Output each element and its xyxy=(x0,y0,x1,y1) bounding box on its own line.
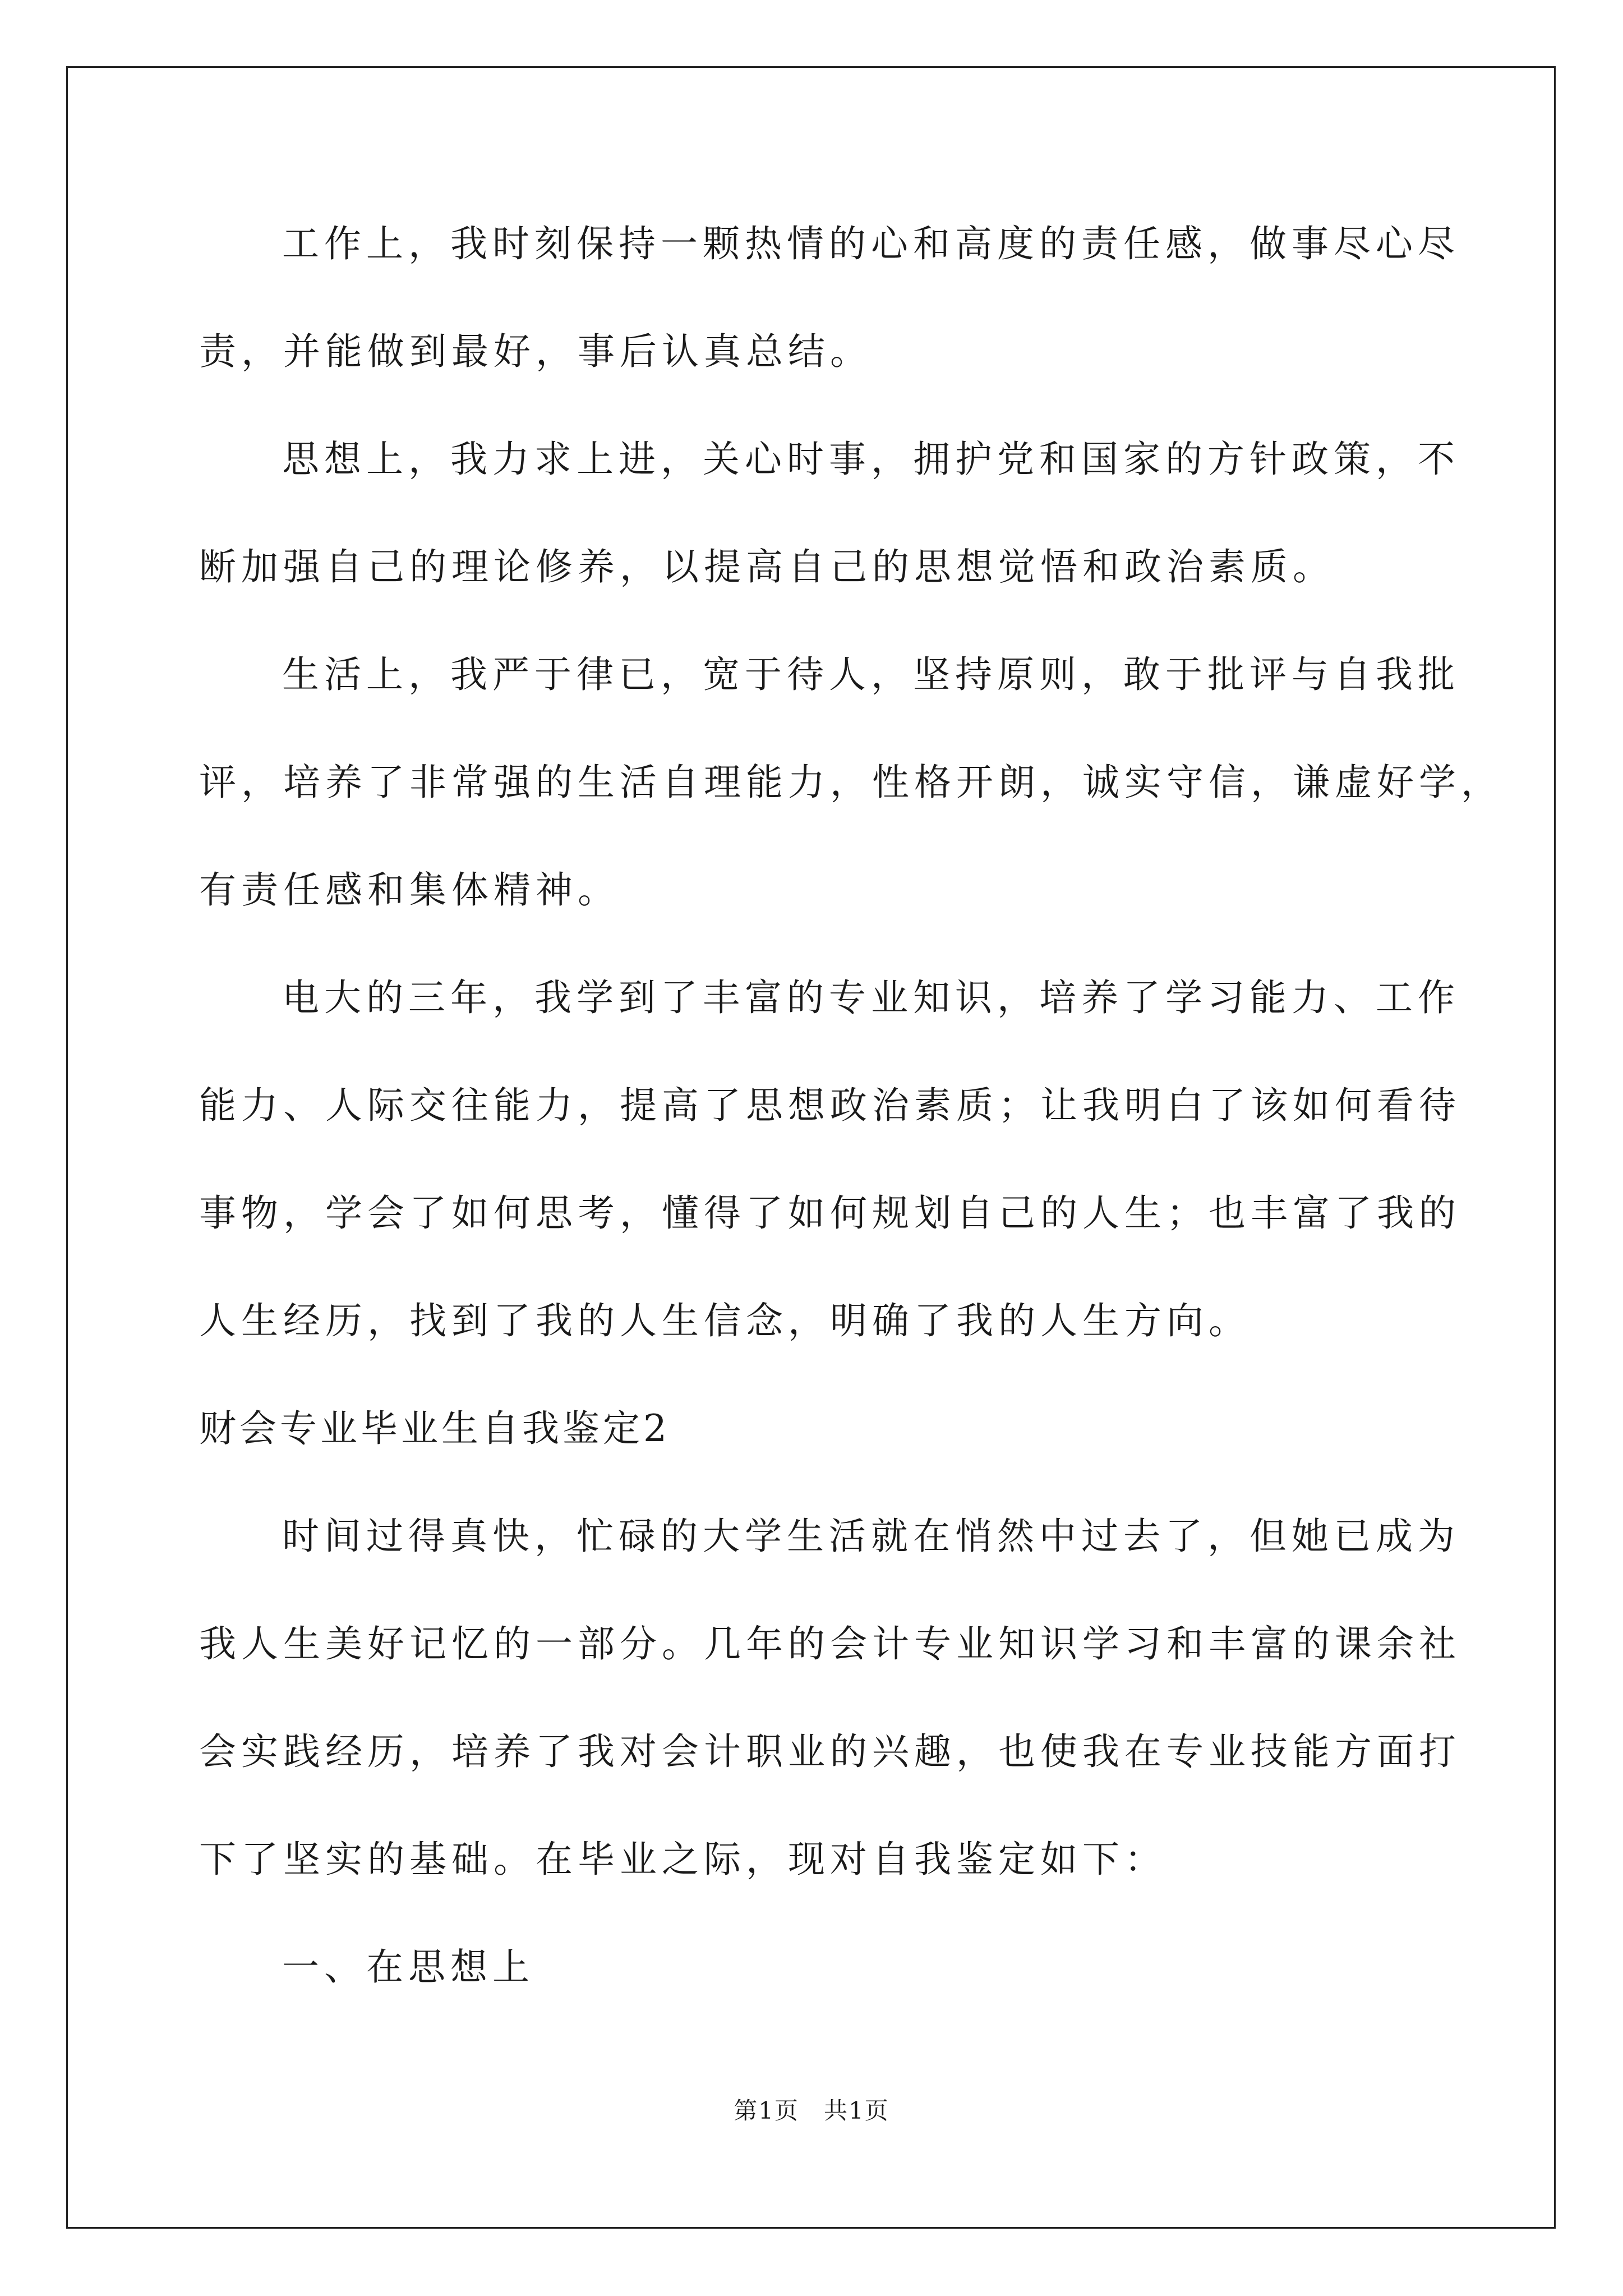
paragraph-line: 思想上，我力求上进，关心时事，拥护党和国家的方针政策，不 xyxy=(282,438,1460,481)
paragraph-line: 生活上，我严于律已，宽于待人，坚持原则，敢于批评与自我批 xyxy=(282,653,1460,696)
paragraph-line: 人生经历，找到了我的人生信念，明确了我的人生方向。 xyxy=(199,1299,1251,1342)
paragraph-line: 电大的三年，我学到了丰富的专业知识，培养了学习能力、工作 xyxy=(282,976,1460,1019)
paragraph-line: 会实践经历，培养了我对会计职业的兴趣，也使我在专业技能方面打 xyxy=(199,1730,1461,1773)
paragraph-line: 事物，学会了如何思考，懂得了如何规划自己的人生；也丰富了我的 xyxy=(199,1191,1461,1235)
paragraph-line: 评，培养了非常强的生活自理能力，性格开朗，诚实守信，谦虚好学， xyxy=(199,761,1503,804)
paragraph-line: 有责任感和集体精神。 xyxy=(199,868,620,912)
subsection-heading: 一、在思想上 xyxy=(282,1945,534,1989)
paragraph-line: 工作上，我时刻保持一颗热情的心和高度的责任感，做事尽心尽 xyxy=(282,222,1460,265)
paragraph-line: 责，并能做到最好，事后认真总结。 xyxy=(199,330,872,373)
paragraph-line: 时间过得真快，忙碌的大学生活就在悄然中过去了，但她已成为 xyxy=(282,1515,1460,1558)
paragraph-line: 我人生美好记忆的一部分。几年的会计专业知识学习和丰富的课余社 xyxy=(199,1622,1461,1665)
page-border xyxy=(66,66,1556,2229)
paragraph-line: 下了坚实的基础。在毕业之际，现对自我鉴定如下： xyxy=(199,1838,1166,1881)
paragraph-line: 能力、人际交往能力，提高了思想政治素质；让我明白了该如何看待 xyxy=(199,1084,1461,1127)
page-number-footer: 第1页 共1页 xyxy=(734,2097,889,2124)
paragraph-line: 断加强自己的理论修养，以提高自己的思想觉悟和政治素质。 xyxy=(199,545,1335,588)
section-heading: 财会专业毕业生自我鉴定2 xyxy=(199,1407,670,1450)
